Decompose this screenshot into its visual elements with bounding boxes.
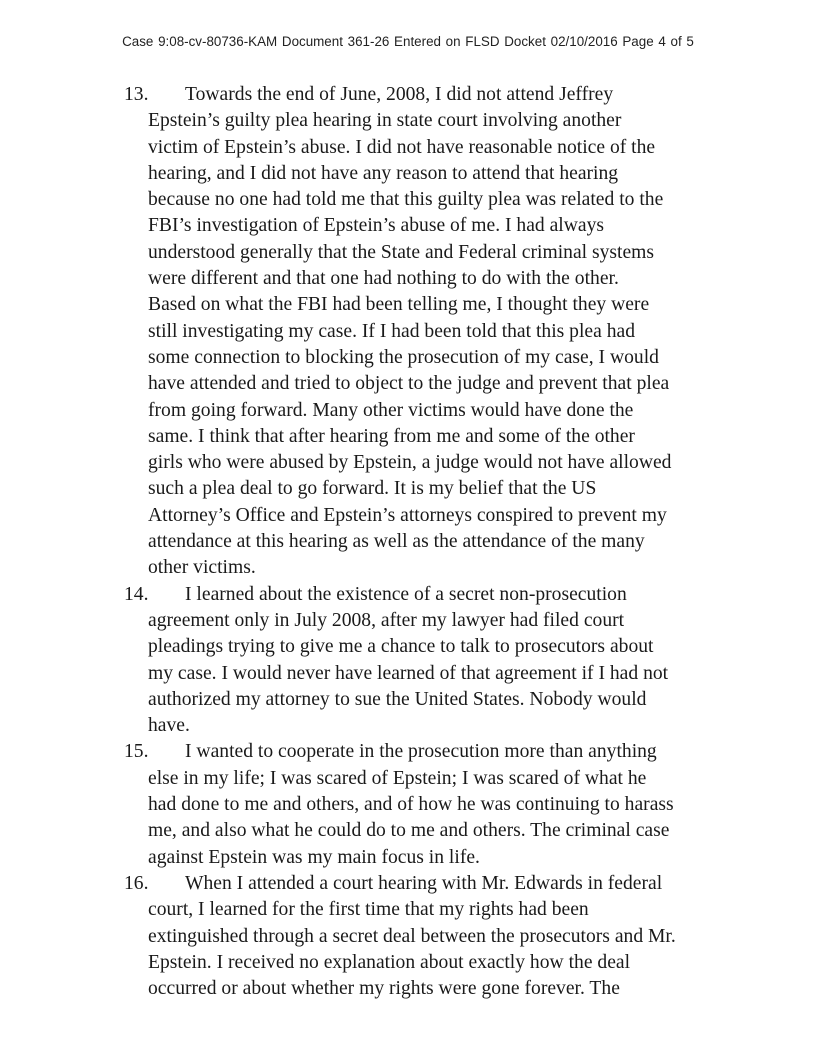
paragraph-number: 15. <box>124 741 149 763</box>
paragraph-line <box>0 240 816 266</box>
paragraph-line <box>0 634 816 660</box>
paragraph-line <box>0 818 816 844</box>
line-text: I wanted to cooperate in the prosecution more than anything <box>185 741 657 763</box>
line-text: Epstein’s guilty plea hearing in state court involving another <box>148 110 622 132</box>
line-text: agreement only in July 2008, after my lawyer had filed court <box>148 609 625 631</box>
line-text: extinguished through a secret deal between the prosecutors and Mr. <box>148 925 676 947</box>
line-text: FBI’s investigation of Epstein’s abuse of me. I had always <box>148 215 605 237</box>
paragraph-line <box>0 897 816 923</box>
line-text: have attended and tried to object to the judge and prevent that plea <box>148 373 670 395</box>
line-text: because no one had told me that this guilty plea was related to the <box>148 189 664 211</box>
paragraph-line <box>0 319 816 345</box>
line-text: else in my life; I was scared of Epstein; I was scared of what he <box>148 767 647 789</box>
paragraph-line <box>0 608 816 634</box>
line-text: my case. I would never have learned of that agreement if I had not <box>148 662 669 684</box>
paragraph-line <box>0 135 816 161</box>
line-text: other victims. <box>148 557 256 579</box>
line-text: me, and also what he could do to me and others. The criminal case <box>148 820 670 842</box>
paragraph-line <box>0 739 816 765</box>
paragraph-line <box>0 924 816 950</box>
paragraph-number: 13. <box>124 84 149 105</box>
paragraph-line <box>0 582 816 608</box>
line-text: Attorney’s Office and Epstein’s attorneys conspired to prevent my <box>148 504 667 526</box>
paragraph-line <box>0 398 816 424</box>
paragraph-line <box>0 687 816 713</box>
case-header: Case 9:08-cv-80736-KAM Document 361-26 Entered on FLSD Docket 02/10/2016 Page 4 of 5 <box>122 34 694 49</box>
line-text: authorized my attorney to sue the United States. Nobody would <box>148 688 647 710</box>
line-text: have. <box>148 715 190 737</box>
line-text: occurred or about whether my rights were gone forever. The <box>148 978 620 1000</box>
paragraph-line <box>0 187 816 213</box>
line-text: against Epstein was my main focus in life. <box>148 846 480 868</box>
line-text: still investigating my case. If I had been told that this plea had <box>148 320 636 342</box>
paragraph-line <box>0 476 816 502</box>
paragraph-number: 14. <box>124 583 149 605</box>
line-text: some connection to blocking the prosecution of my case, I would <box>148 346 659 368</box>
paragraph-line <box>0 292 816 318</box>
line-text: were different and that one had nothing to do with the other. <box>148 268 619 290</box>
paragraph-line <box>0 950 816 976</box>
paragraph-line <box>0 82 816 108</box>
paragraph-line <box>0 424 816 450</box>
line-text: Epstein. I received no explanation about exactly how the deal <box>148 951 631 973</box>
paragraph-line <box>0 529 816 555</box>
line-text: victim of Epstein’s abuse. I did not have reasonable notice of the <box>148 136 656 158</box>
paragraph-line <box>0 503 816 529</box>
paragraph-line <box>0 871 816 897</box>
paragraph-line <box>0 661 816 687</box>
line-text: hearing, and I did not have any reason to attend that hearing <box>148 162 619 184</box>
line-text: Based on what the FBI had been telling me, I thought they were <box>148 294 650 316</box>
line-text: I learned about the existence of a secret non-prosecution <box>185 583 627 605</box>
paragraph-line <box>0 213 816 239</box>
paragraph-line <box>0 555 816 581</box>
line-text: same. I think that after hearing from me and some of the other <box>148 425 635 447</box>
line-text: such a plea deal to go forward. It is my belief that the US <box>148 478 597 500</box>
line-text: court, I learned for the first time that my rights had been <box>148 899 589 921</box>
paragraph-line <box>0 161 816 187</box>
line-text: from going forward. Many other victims would have done the <box>148 399 634 421</box>
paragraph-line <box>0 766 816 792</box>
line-text: pleadings trying to give me a chance to talk to prosecutors about <box>148 636 654 658</box>
paragraph-line <box>0 976 816 1002</box>
paragraph-line <box>0 713 816 739</box>
paragraph-line <box>0 108 816 134</box>
line-text: girls who were abused by Epstein, a judge would not have allowed <box>148 452 672 474</box>
line-text: Towards the end of June, 2008, I did not attend Jeffrey <box>185 84 614 105</box>
line-text: When I attended a court hearing with Mr. Edwards in federal <box>185 872 663 894</box>
paragraph-line <box>0 371 816 397</box>
document-body <box>0 82 816 1002</box>
paragraph-line <box>0 845 816 871</box>
paragraph-number: 16. <box>124 872 149 894</box>
paragraph-line <box>0 266 816 292</box>
line-text: had done to me and others, and of how he was continuing to harass <box>148 794 674 816</box>
paragraph-line <box>0 450 816 476</box>
line-text: understood generally that the State and Federal criminal systems <box>148 241 655 263</box>
paragraph-line <box>0 792 816 818</box>
line-text: attendance at this hearing as well as the attendance of the many <box>148 531 645 553</box>
paragraph-line <box>0 345 816 371</box>
